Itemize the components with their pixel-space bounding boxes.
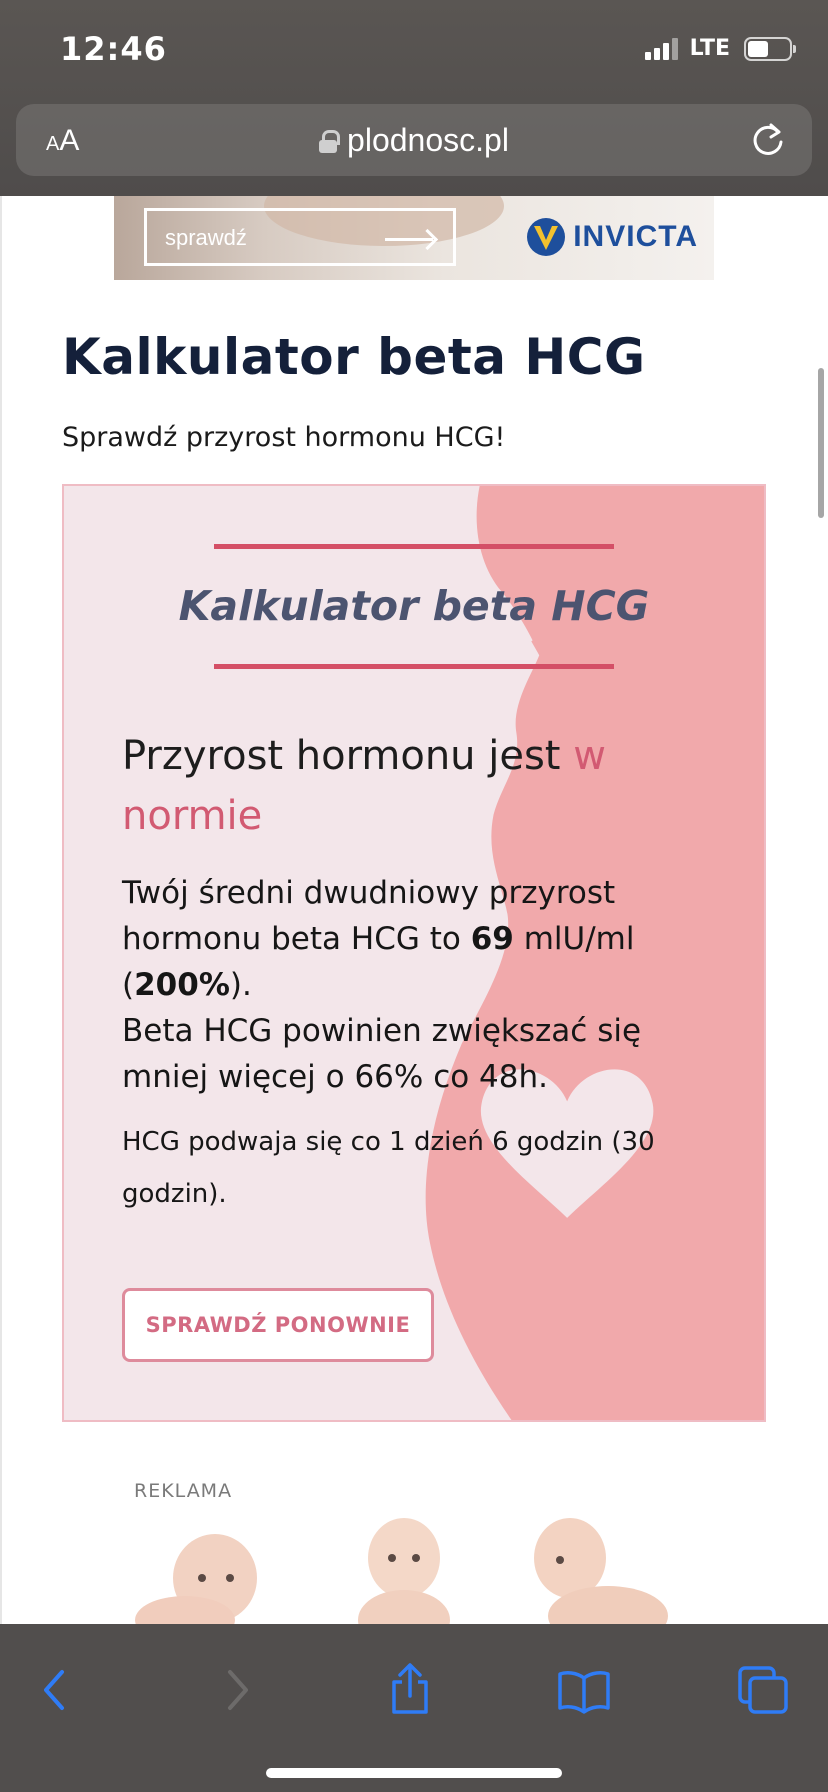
browser-top-bar	[0, 0, 828, 196]
network-type: LTE	[689, 36, 730, 61]
growth-value: 69	[470, 921, 514, 957]
arrow-right-icon	[385, 238, 433, 241]
tabs-icon[interactable]	[736, 1662, 792, 1718]
ad-banner[interactable]	[114, 196, 714, 280]
growth-percent: 200%	[134, 967, 230, 1003]
baby-image-1	[135, 1534, 257, 1624]
expected-growth-text: Beta HCG powinien zwiększać się mniej więcej o 66% co 48h.	[122, 1013, 642, 1095]
signal-icon	[645, 38, 678, 60]
recheck-button[interactable]: SPRAWDŹ PONOWNIE	[122, 1288, 434, 1362]
result-title: Przyrost hormonu jest w normie	[122, 733, 606, 839]
browser-toolbar	[0, 1624, 828, 1792]
ad-cta-button[interactable]: sprawdź	[144, 208, 456, 266]
reload-icon[interactable]	[748, 120, 788, 160]
ad-babies-image[interactable]	[130, 1508, 690, 1624]
invicta-logo-icon	[525, 216, 567, 258]
address-bar[interactable]	[16, 104, 812, 176]
calculator-result-card	[62, 484, 766, 1422]
text-size-button[interactable]: AA	[46, 124, 80, 157]
url-text: plodnosc.pl	[347, 122, 509, 158]
baby-image-2	[358, 1518, 450, 1624]
status-time: 12:46	[60, 30, 167, 68]
heading-rule-top	[214, 544, 614, 549]
bookmarks-icon[interactable]	[556, 1662, 612, 1718]
home-indicator[interactable]	[266, 1768, 562, 1778]
ad-label: REKLAMA	[134, 1480, 233, 1502]
page-title: Kalkulator beta HCG	[62, 328, 646, 386]
battery-icon	[744, 37, 792, 61]
page-scrollbar[interactable]	[818, 368, 824, 518]
share-icon[interactable]	[382, 1662, 438, 1718]
lock-icon	[319, 130, 337, 152]
web-page	[0, 196, 828, 1624]
doubling-time-text: HCG podwaja się co 1 dzień 6 godzin (30 godzin).	[122, 1127, 655, 1209]
url-field[interactable]	[16, 122, 812, 159]
result-status: w normie	[122, 733, 606, 839]
back-icon[interactable]	[28, 1662, 84, 1718]
result-description: Twój średni dwudniowy przyrost hormonu beta HCG to 69 mlU/ml (200%). Beta HCG powinien zwiększać się mniej więcej o 66% co 48h.	[122, 875, 642, 1095]
calculator-heading: Kalkulator beta HCG	[178, 582, 650, 630]
forward-icon[interactable]	[208, 1662, 264, 1718]
page-subtitle: Sprawdź przyrost hormonu HCG!	[62, 422, 506, 453]
status-indicators	[645, 36, 792, 61]
ad-brand-logo: INVICTA	[525, 216, 698, 258]
heading-rule-bottom	[214, 664, 614, 669]
baby-image-3	[534, 1518, 668, 1624]
